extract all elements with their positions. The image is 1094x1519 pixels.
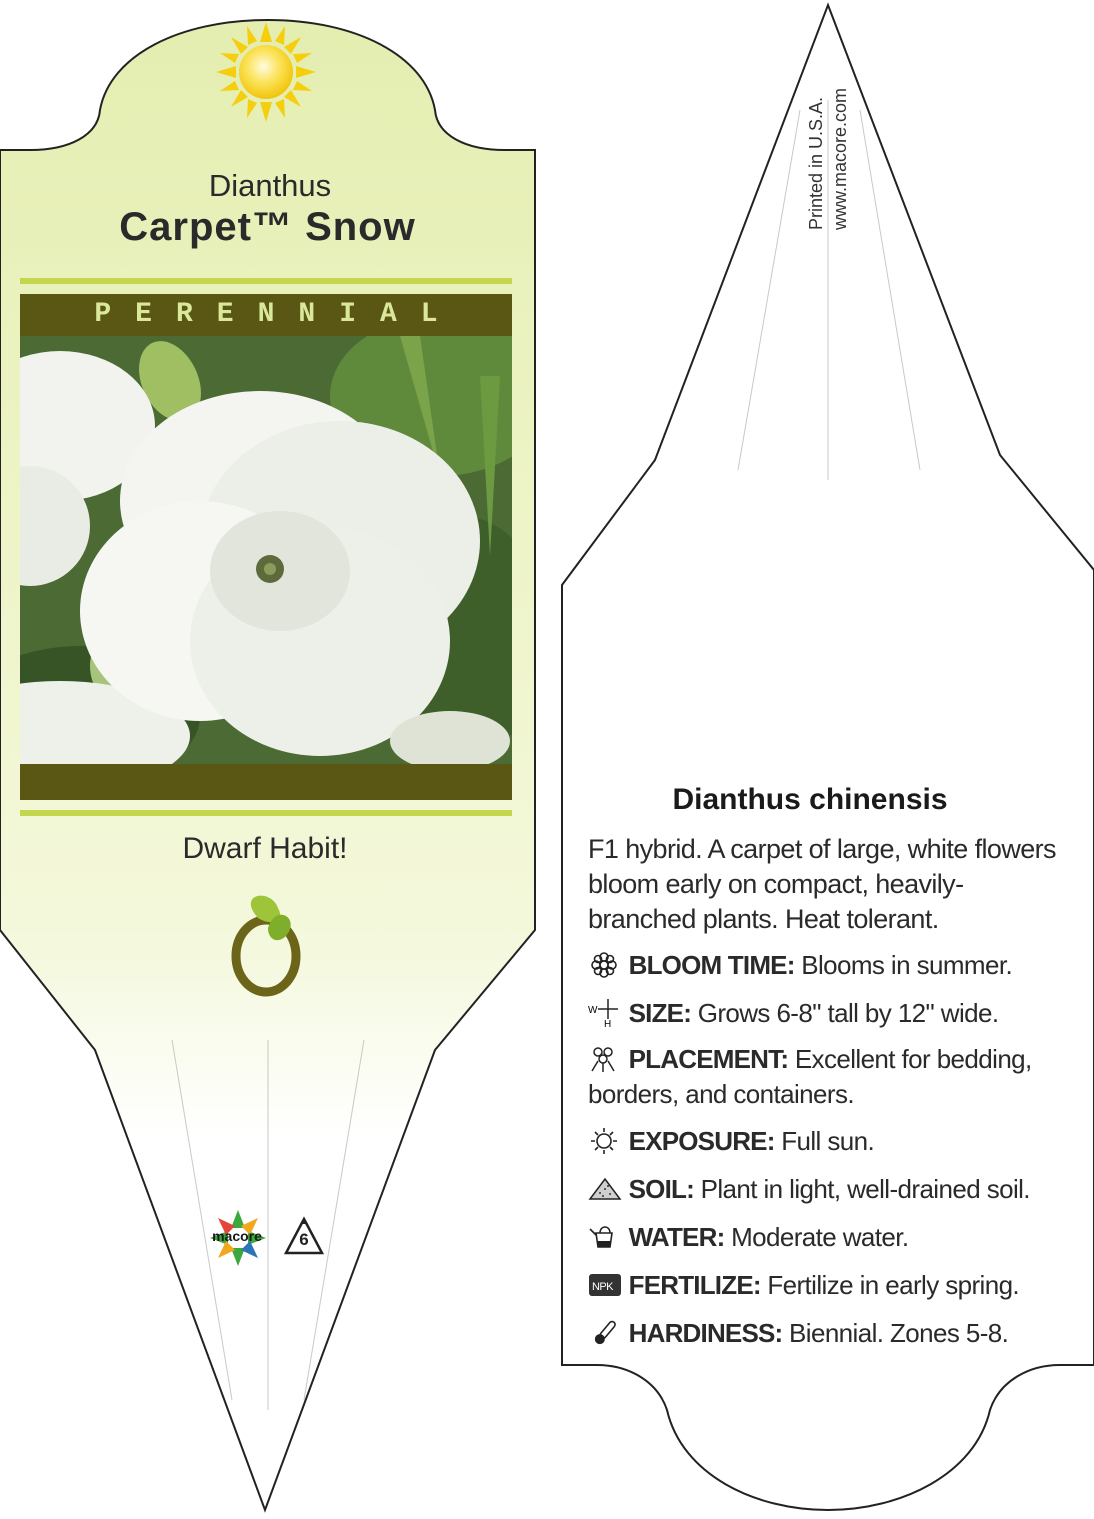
detail-bloom-time: BLOOM TIME: Blooms in summer. (588, 948, 1058, 983)
tagline: Dwarf Habit! (182, 832, 348, 865)
svg-text:NPK: NPK (592, 1281, 613, 1293)
svg-text:W: W (588, 1005, 597, 1016)
detail-hardiness: HARDINESS: Biennial. Zones 5-8. (588, 1316, 1058, 1351)
flower-icon (588, 951, 622, 979)
website-url: www.macore.com (830, 87, 850, 230)
botanical-name: Dianthus chinensis (672, 783, 948, 816)
svg-text:H: H (604, 1019, 611, 1027)
npk-icon (588, 1271, 622, 1299)
detail-exposure: EXPOSURE: Full sun. (588, 1124, 1058, 1159)
detail-size: W H SIZE: Grows 6-8" tall by 12" wide. (588, 998, 999, 1028)
detail-placement: PLACEMENT: Excellent for bedding, borders, and containers. (588, 1044, 1032, 1109)
accent-rule-top (20, 278, 512, 284)
flower-photo (20, 336, 512, 764)
plant-genus: Dianthus (208, 168, 332, 203)
size-icon (588, 999, 622, 1027)
printed-in-text: Printed in U.S.A. (806, 96, 826, 230)
detail-fertilize: NPK FERTILIZE: Fertilize in early spring. (588, 1268, 1058, 1303)
plant-variety: Carpet™ Snow (119, 205, 416, 249)
sun-icon (588, 1127, 622, 1155)
recycle-code: 6 (299, 1230, 309, 1249)
soil-icon (588, 1175, 622, 1203)
photo-bottom-bar (20, 764, 512, 800)
sun-icon (216, 22, 316, 122)
detail-soil: SOIL: Plant in light, well-drained soil. (588, 1172, 1058, 1207)
accent-rule-bottom (20, 810, 512, 816)
watering-can-icon (588, 1223, 622, 1251)
detail-water: WATER: Moderate water. (588, 1220, 1058, 1255)
plant-description: F1 hybrid. A carpet of large, white flowers bloom early on compact, heavily-branched plants. Heat tolerant. (588, 834, 1056, 934)
plant-category: PERENNIAL (94, 299, 462, 330)
macore-brand-text: macore (212, 1228, 262, 1244)
thermometer-icon (588, 1319, 622, 1347)
placement-icon (588, 1045, 622, 1073)
